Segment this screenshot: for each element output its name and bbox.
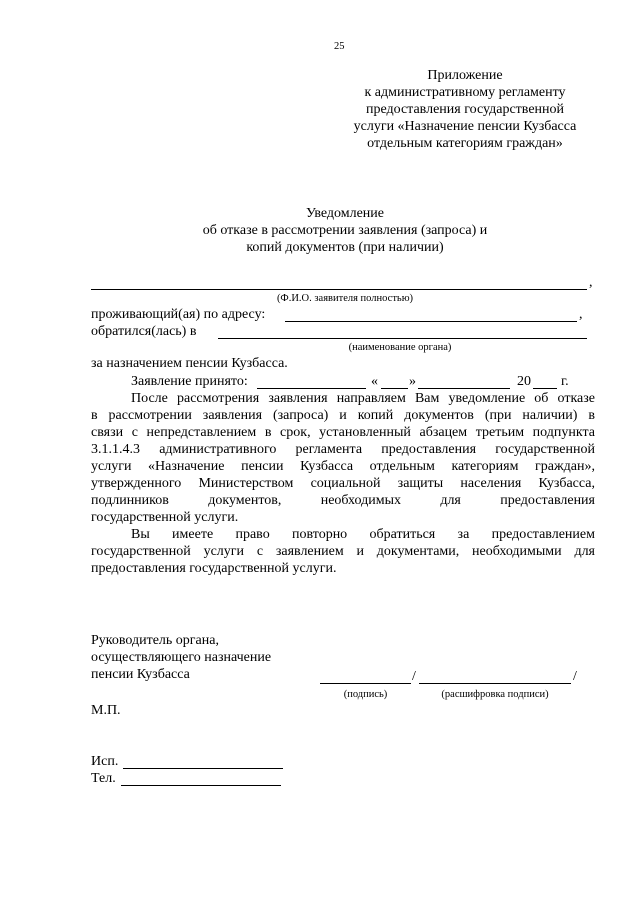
received-label: Заявление принято: xyxy=(131,374,248,389)
organ-caption: (наименование органа) xyxy=(348,342,452,353)
slash-right: / xyxy=(573,669,577,684)
title-line: копий документов (при наличии) xyxy=(246,240,444,255)
body-line: в рассмотрении заявления (запроса) и копий документов (при наличии) в xyxy=(91,408,595,423)
head-line: Руководитель органа, xyxy=(91,633,219,648)
body-line: После рассмотрения заявления направляем Вам уведомление об отказе xyxy=(131,391,595,406)
address-field xyxy=(285,321,577,322)
head-line: пенсии Кузбасса xyxy=(91,667,190,682)
signature-decode-field xyxy=(419,683,571,684)
body-line: Вы имеете право повторно обратиться за предоставлением xyxy=(131,527,595,542)
body-line: услуги «Назначение пенсии Кузбасса отдельным категориям граждан», xyxy=(91,459,595,474)
address-comma: , xyxy=(579,307,583,322)
applied-label: обратился(лась) в xyxy=(91,324,197,339)
quote-close: » xyxy=(409,374,416,389)
decode-caption: (расшифровка подписи) xyxy=(441,689,549,700)
year-prefix: 20 xyxy=(517,374,531,389)
title-line: об отказе в рассмотрении заявления (запроса) и xyxy=(202,223,488,238)
slash-left: / xyxy=(412,669,416,684)
page-number: 25 xyxy=(334,41,345,52)
year-suffix: г. xyxy=(561,374,569,389)
received-blank xyxy=(257,388,366,389)
appendix-line: Приложение xyxy=(427,68,503,83)
executor-label: Исп. xyxy=(91,754,119,769)
executor-field xyxy=(123,768,283,769)
name-comma: , xyxy=(589,275,593,290)
appendix-line: услуги «Назначение пенсии Кузбасса xyxy=(353,119,577,134)
quote-open: « xyxy=(371,374,378,389)
sign-caption: (подпись) xyxy=(343,689,388,700)
year-blank xyxy=(533,388,557,389)
applicant-name-field xyxy=(91,289,587,290)
purpose-line: за назначением пенсии Кузбасса. xyxy=(91,356,288,371)
day-blank xyxy=(381,388,408,389)
body-line: государственной услуги с заявлением и документами, необходимыми для xyxy=(91,544,595,559)
head-line: осуществляющего назначение xyxy=(91,650,272,665)
appendix-line: к административному регламенту xyxy=(364,85,566,100)
body-line: 3.1.1.4.3 административного регламента предоставления государственной xyxy=(91,442,595,457)
stamp-label: М.П. xyxy=(91,703,121,718)
appendix-line: отдельным категориям граждан» xyxy=(367,136,563,151)
appendix-line: предоставления государственной xyxy=(365,102,565,117)
phone-field xyxy=(121,785,281,786)
title-line: Уведомление xyxy=(305,206,384,221)
body-line: государственной услуги. xyxy=(91,510,239,525)
body-line: связи с непредставлением в срок, установленный абзацем третьим подпункта xyxy=(91,425,595,440)
name-caption: (Ф.И.О. заявителя полностью) xyxy=(276,293,414,304)
month-blank xyxy=(418,388,510,389)
address-label: проживающий(ая) по адресу: xyxy=(91,307,266,322)
body-line: подлинников документов, необходимых для предоставления xyxy=(91,493,595,508)
body-line: утвержденного Министерством социальной защиты населения Кузбасса, xyxy=(91,476,595,491)
signature-field xyxy=(320,683,411,684)
organ-field xyxy=(218,338,587,339)
phone-label: Тел. xyxy=(91,771,116,786)
body-line: предоставления государственной услуги. xyxy=(91,561,337,576)
